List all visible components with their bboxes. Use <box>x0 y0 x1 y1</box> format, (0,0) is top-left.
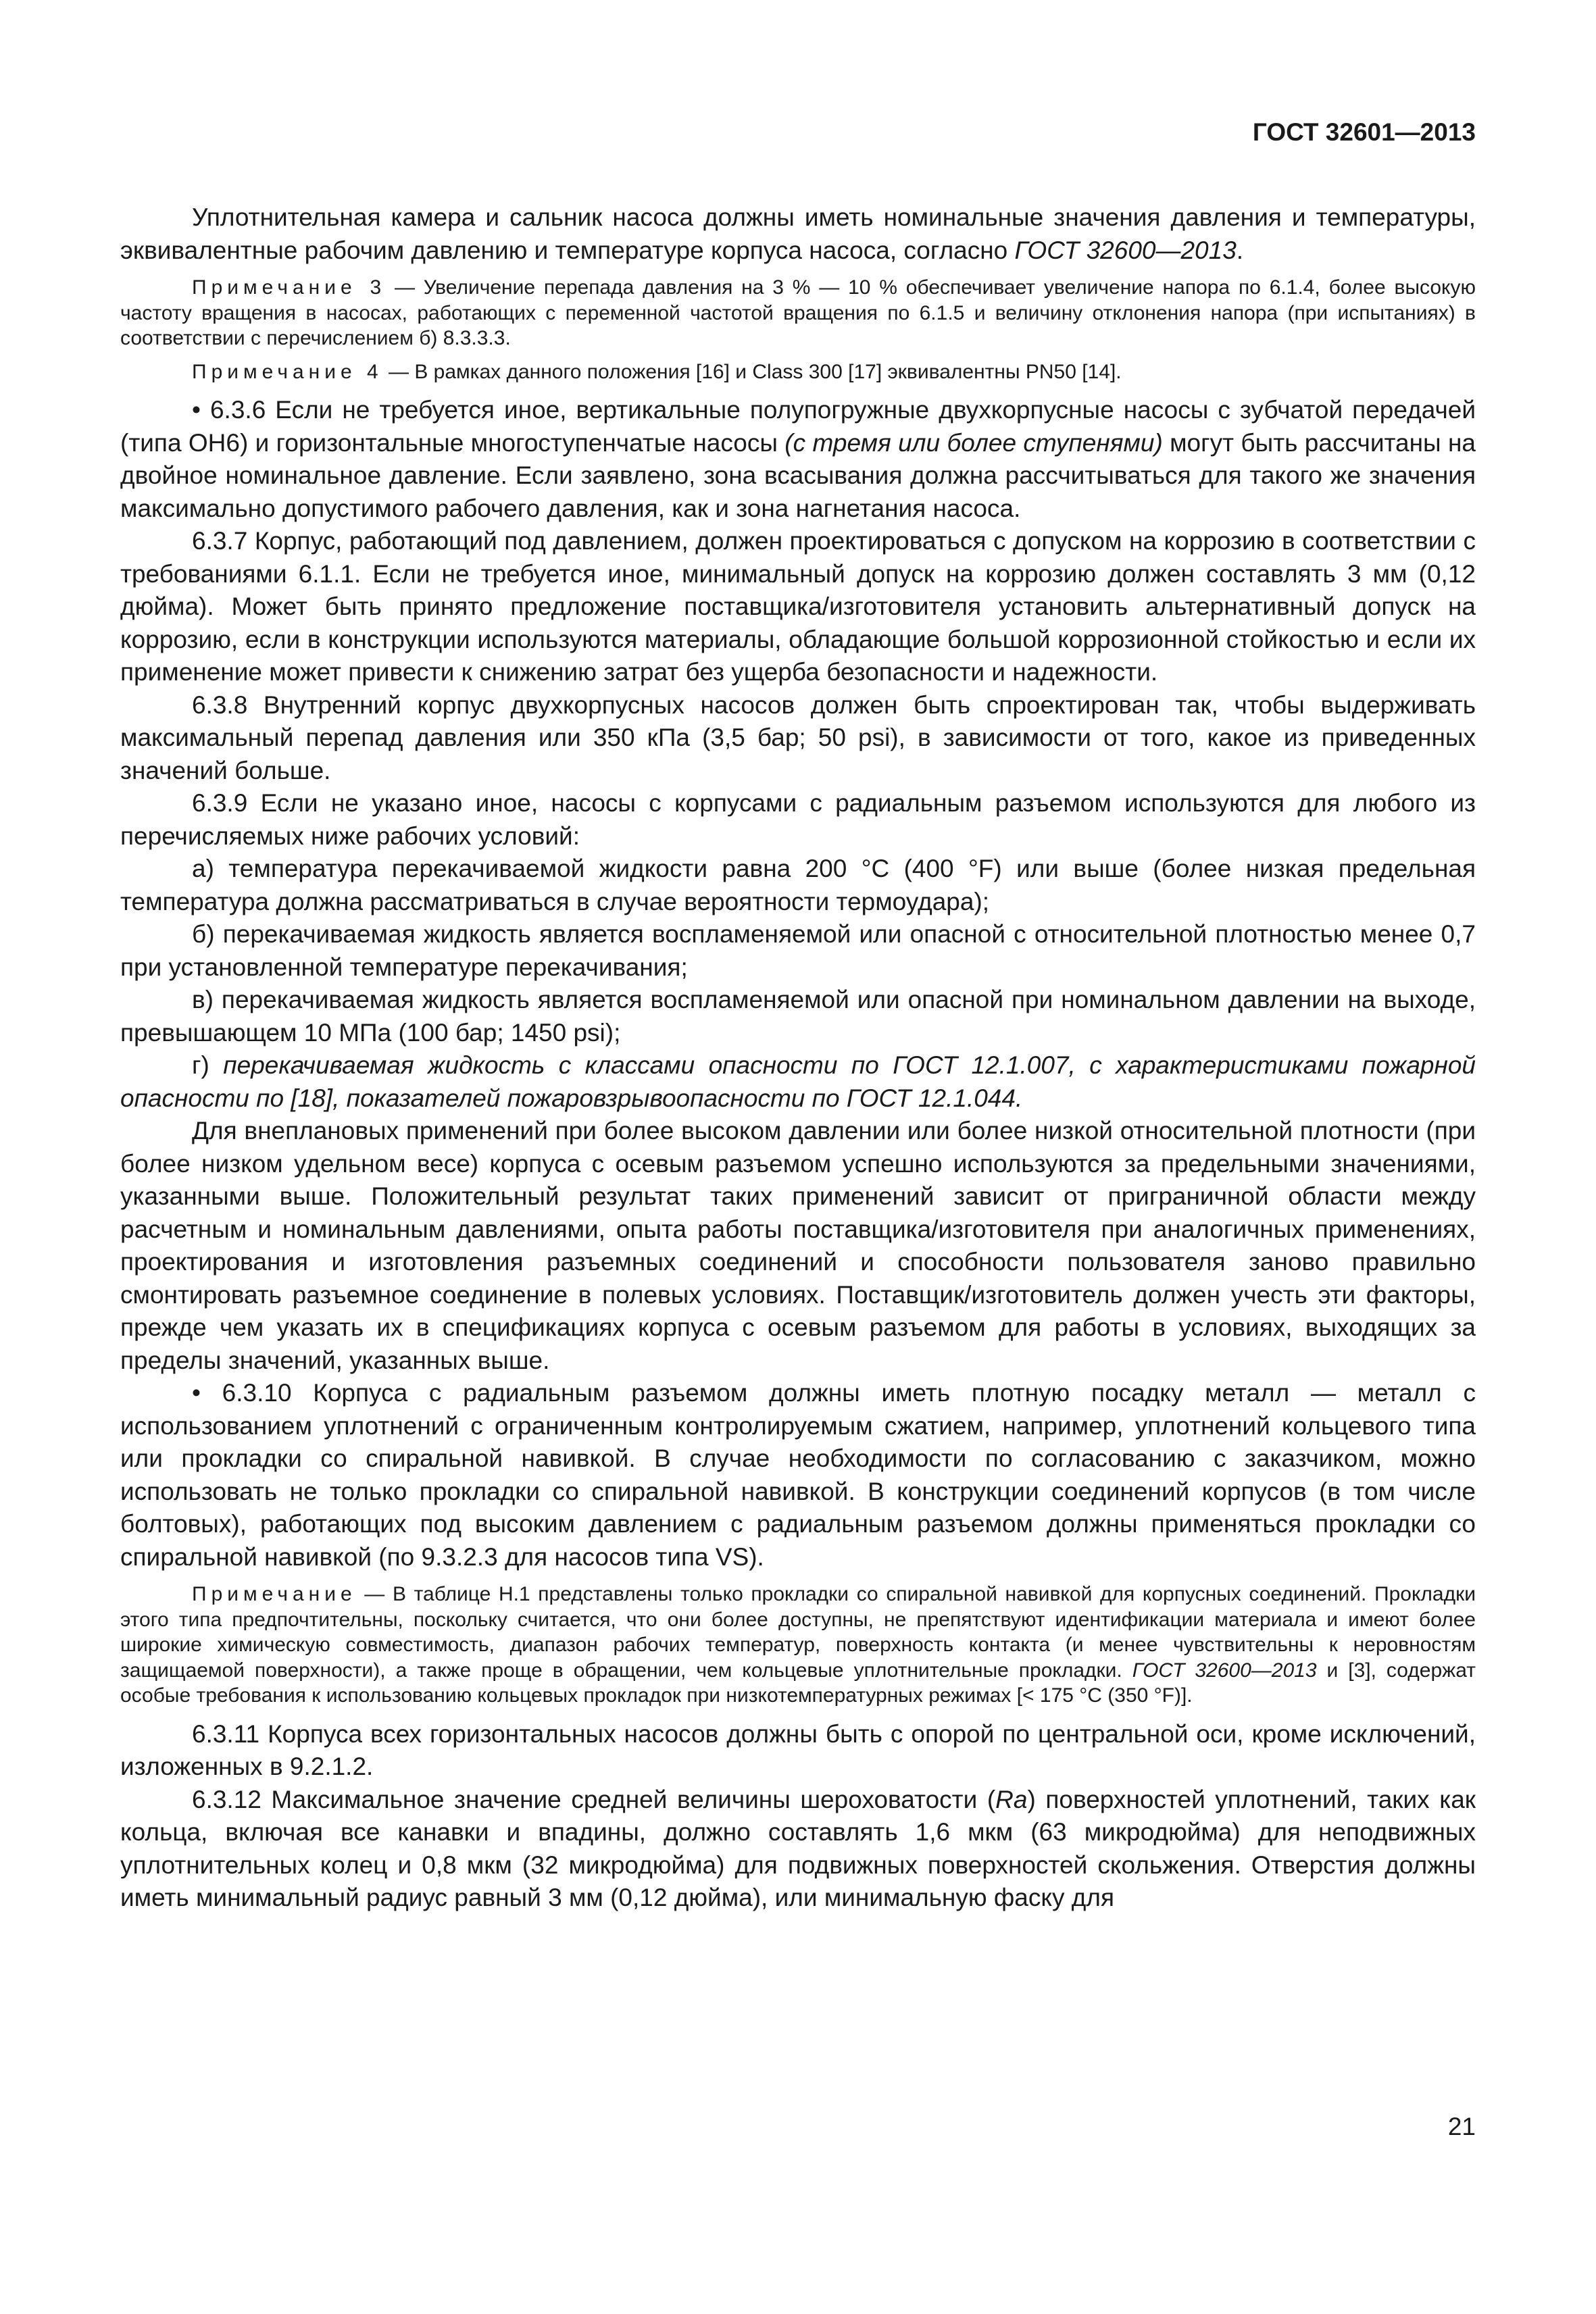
clause-6-3-8: 6.3.8 Внутренний корпус двухкорпусных насосов должен быть спроектирован так, чтобы выдерживать максимальный перепад давления или 350 кПа (3,5 бар; 50 psi), в зависимости от того, какое из приведенных значений больше. <box>120 690 1476 784</box>
note-text: — В таблице Н.1 представлены только прокладки со спиральной навивкой для корпусных соединений. Прокладки этого типа предпочтительны, поскольку считается, что они более доступны, не препятствуют идентификации материала и имеют более широкие химическую совместимость, диапазон рабочих температур, поверхность контакта (и менее чувствительны к неровностям защищаемой поверхности), а также проще в обращении, чем кольцевые уплотнительные прокладки. <box>120 1583 1476 1682</box>
italic-run: перекачиваемая жидкость с классами опасности по ГОСТ 12.1.007, с характеристиками пожарной опасности по [18], показателей пожаровзрывоопасности по ГОСТ 12.1.044. <box>120 1051 1476 1112</box>
text-run: 6.3.12 Максимальное значение средней величины шероховатости ( <box>192 1785 996 1813</box>
clause-6-3-11: 6.3.11 Корпуса всех горизонтальных насосов должны быть с опорой по центральной оси, кроме исключений, изложенных в 9.2.1.2. <box>120 1719 1476 1780</box>
note-label: Примечание <box>192 1583 357 1605</box>
page-body <box>120 201 1476 1915</box>
list-item-b: б) перекачиваемая жидкость является воспламеняемой или опасной с относительной плотностью менее 0,7 при установленной температуре перекачивания; <box>120 920 1476 981</box>
note-text: — Увеличение перепада давления на 3 % — 10 % обеспечивает увеличение напора по 6.1.4, более высокую частоту вращения в насосах, работающих с переменной частотой вращения по 6.1.5 и величину отклонения напора (при испытаниях) в соответствии с перечислением б) 8.3.3.3. <box>120 276 1476 349</box>
clause-6-3-7: 6.3.7 Корпус, работающий под давлением, должен проектироваться с допуском на коррозию в соответствии с требованиями 6.1.1. Если не требуется иное, минимальный допуск на коррозию должен составлять 3 мм (0,12 дюйма). Может быть принято предложение поставщика/изготовителя установить альтернативный допуск на коррозию, если в конструкции используются материалы, обладающие большой коррозионной стойкостью и если их применение может привести к снижению затрат без ущерба безопасности и надежности. <box>120 527 1476 686</box>
note-4 <box>120 359 1476 385</box>
note-label: Примечание 4 <box>192 360 383 383</box>
standard-reference: ГОСТ 32600—2013 <box>1014 236 1237 264</box>
note-label: Примечание 3 <box>192 276 386 299</box>
text-run: . <box>1236 236 1244 264</box>
list-item-a: а) температура перекачиваемой жидкости равна 200 °С (400 °F) или выше (более низкая предельная температура должна рассматриваться в случае вероятности термоудара); <box>120 855 1476 915</box>
note-text: и [3], содержат особые требования к использованию кольцевых прокладок при низкотемпературных режимах [< 175 °С (350 °F)]. <box>120 1659 1476 1707</box>
text-run: • 6.3.6 Если не требуется иное, вертикальные полупогружные двухкорпусные насосы с зубчатой передачей (типа ОН6) и горизонтальные многоступенчатые насосы <box>120 396 1476 457</box>
text-run: ) поверхностей уплотнений, таких как кольца, включая все канавки и впадины, должно составлять 1,6 мкм (63 микродюйма) для неподвижных уплотнительных колец и 0,8 мкм (32 микродюйма) для подвижных поверхностей скольжения. Отверстия должны иметь минимальный радиус равный 3 мм (0,12 дюйма), или минимальную фаску для <box>120 1785 1476 1911</box>
text-run: Уплотнительная камера и сальник насоса должны иметь номинальные значения давления и температуры, эквивалентные рабочим давлению и температуре корпуса насоса, согласно <box>120 203 1476 264</box>
note-table-h1 <box>120 1582 1476 1709</box>
paragraph-seal-chamber <box>120 201 1476 267</box>
clause-6-3-6 <box>120 394 1476 525</box>
standard-reference: ГОСТ 32600—2013 <box>1132 1659 1317 1682</box>
italic-run: Ra <box>995 1785 1028 1813</box>
list-item-v: в) перекачиваемая жидкость является воспламеняемой или опасной при номинальном давлении на выходе, превышающем 10 МПа (100 бар; 1450 psi); <box>120 986 1476 1047</box>
document-id-header: ГОСТ 32601—2013 <box>1252 118 1476 146</box>
clause-6-3-9: 6.3.9 Если не указано иное, насосы с корпусами с радиальным разъемом используются для любого из перечисляемых ниже рабочих условий: <box>120 789 1476 850</box>
italic-run: (с тремя или более ступенями) <box>784 428 1163 457</box>
text-run: могут быть рассчитаны на двойное номинальное давление. Если заявлено, зона всасывания должна рассчитываться для такого же значения максимально допустимого рабочего давления, как и зона нагнетания насоса. <box>120 428 1476 522</box>
clause-6-3-12 <box>120 1784 1476 1915</box>
note-3 <box>120 275 1476 351</box>
text-run: г) <box>192 1051 224 1079</box>
page-number: 21 <box>1447 2113 1476 2140</box>
list-item-g <box>120 1049 1476 1115</box>
clause-6-3-10: • 6.3.10 Корпуса с радиальным разъемом должны иметь плотную посадку металл — металл с использованием уплотнений с ограниченным контролируемым сжатием, например, уплотнений кольцевого типа или прокладки со спиральной навивкой. В случае необходимости по согласованию с заказчиком, можно использовать не только прокладки со спиральной навивкой. В конструкции соединений корпусов (в том числе болтовых), работающих под высоким давлением с радиальным разъемом должны применяться прокладки со спиральной навивкой (по 9.3.2.3 для насосов типа VS). <box>120 1379 1476 1571</box>
paragraph-unplanned-applications: Для внеплановых применений при более высоком давлении или более низкой относительной плотности (при более низком удельном весе) корпуса с осевым разъемом успешно используются за предельными значениями, указанными выше. Положительный результат таких применений зависит от приграничной области между расчетным и номинальным давлениями, опыта работы поставщика/изготовителя при аналогичных применениях, проектирования и изготовления разъемных соединений и способности пользователя заново правильно смонтировать разъемное соединение в полевых условиях. Поставщик/изготовитель должен учесть эти факторы, прежде чем указать их в спецификациях корпуса с осевым разъемом для работы в условиях, выходящих за пределы значений, указанных выше. <box>120 1117 1476 1374</box>
note-text: — В рамках данного положения [16] и Class 300 [17] эквивалентны PN50 [14]. <box>382 360 1122 383</box>
